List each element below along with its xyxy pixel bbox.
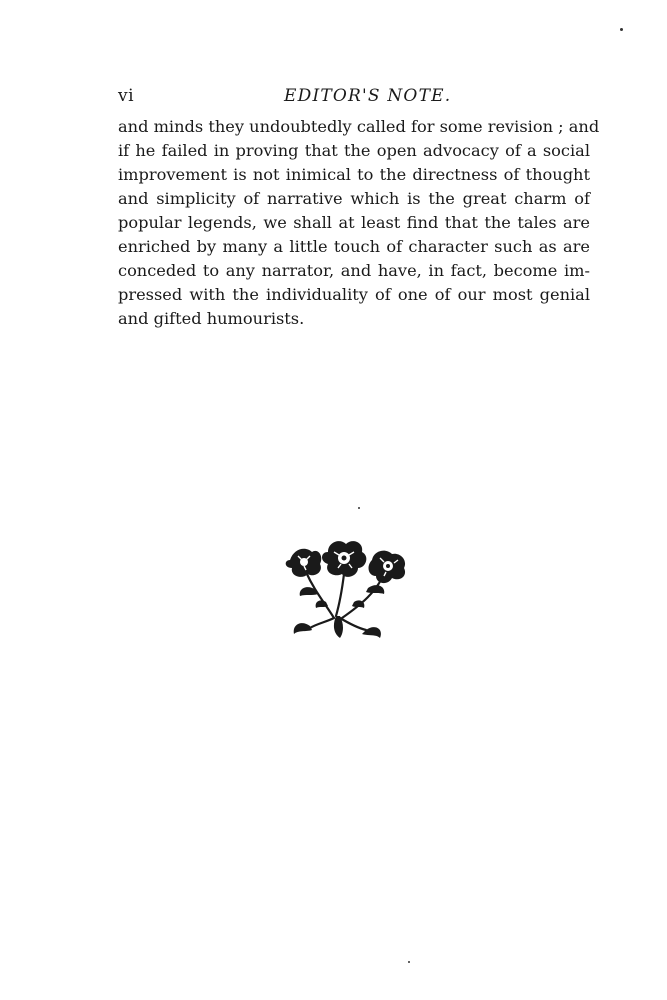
text-line: enriched by many a little touch of character such as are	[118, 237, 590, 256]
paper-speck	[620, 28, 623, 31]
text-line: improvement is not inimical to the directness of thought	[118, 165, 590, 184]
running-head	[118, 86, 588, 110]
text-line: and simplicity of narrative which is the great charm of	[118, 189, 590, 208]
paper-speck	[408, 961, 410, 963]
body-paragraph	[118, 115, 600, 331]
text-line: conceded to any narrator, and have, in fact, become im-	[118, 261, 590, 280]
text-line: and gifted humourists.	[118, 309, 305, 328]
page-number: vi	[118, 86, 135, 106]
text-line: pressed with the individuality of one of our most genial	[118, 285, 590, 304]
text-line: if he failed in proving that the open advocacy of a social	[118, 141, 590, 160]
text-line: popular legends, we shall at least find that the tales are	[118, 213, 590, 232]
paper-speck	[358, 507, 360, 509]
flower-ornament-icon	[276, 538, 412, 644]
text-line: and minds they undoubtedly called for some revision ; and	[118, 117, 600, 136]
header-title: EDITOR'S NOTE.	[284, 86, 452, 106]
